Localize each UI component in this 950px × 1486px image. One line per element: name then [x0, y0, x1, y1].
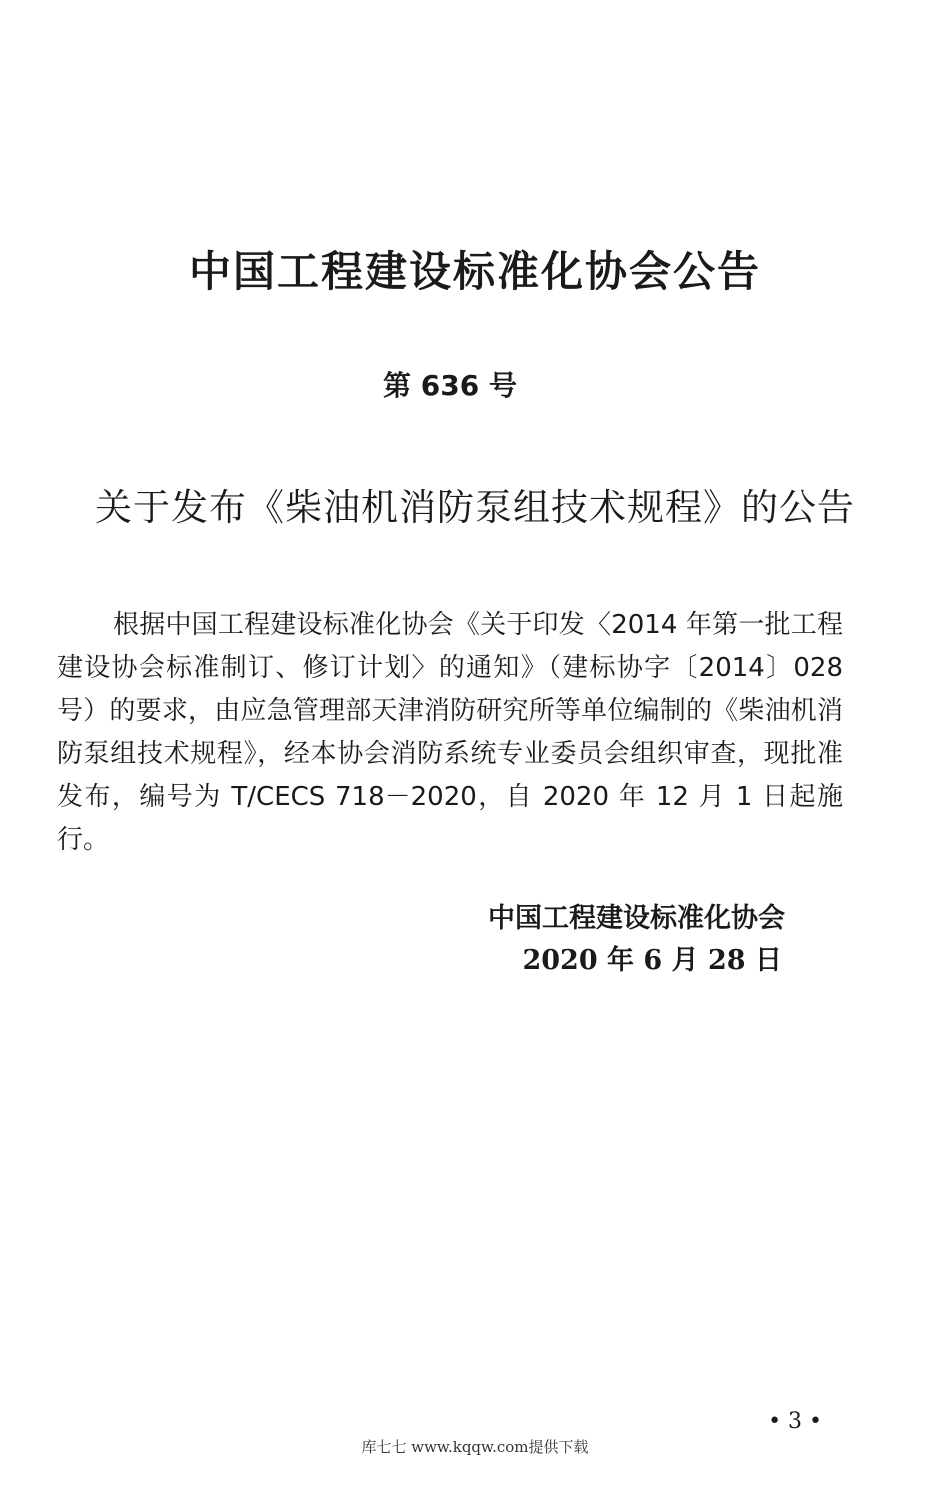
- announcement-body: 根据中国工程建设标准化协会《关于印发〈2014 年第一批工程建设协会标准制订、修订计划〉的通知》（建标协字〔2014〕028 号）的要求，由应急管理部天津消防研究所等单位编制的《柴油机消防泵组技术规程》，经本协会消防系统专业委员会组织审查，现批准发布，编号为 T/CECS 718－2020，自 2020 年 12 月 1 日起施行。: [57, 610, 843, 855]
- page-title: 中国工程建设标准化协会公告: [188, 247, 761, 296]
- signature-organization: 中国工程建设标准化协会: [488, 903, 785, 934]
- download-source-note: 库七七 www.kqqw.com提供下载: [361, 1438, 589, 1456]
- announcement-subject: 关于发布《柴油机消防泵组技术规程》的公告: [95, 486, 855, 529]
- page-number: • 3 •: [768, 1409, 822, 1434]
- signature-date: 2020 年 6 月 28 日: [522, 945, 782, 976]
- announcement-number: 第 636 号: [383, 369, 517, 402]
